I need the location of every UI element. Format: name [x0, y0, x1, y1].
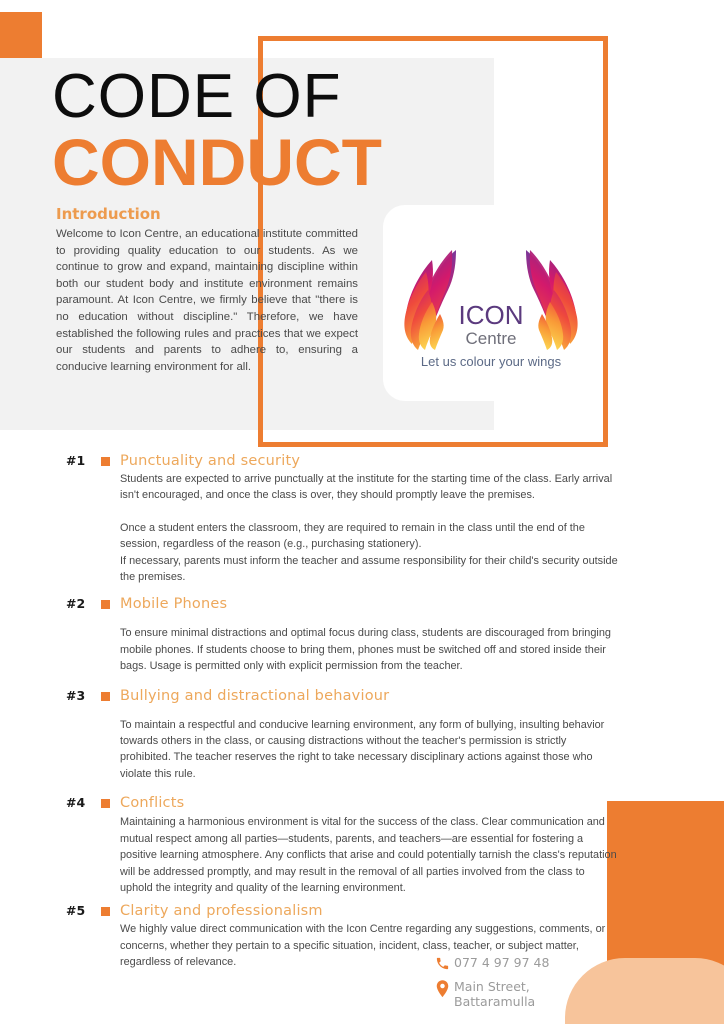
rule-body — [120, 625, 620, 674]
wings-logo-icon — [396, 240, 586, 352]
rules-list — [0, 452, 724, 975]
title-line-one: CODE OF — [52, 62, 342, 131]
rule-title: Punctuality and security — [120, 453, 301, 469]
contact-address-row — [430, 979, 660, 1009]
rule-paragraph: Maintaining a harmonious environment is vital for the success of the class. Clear communication and mutual respect among all parties—students, parents, and teachers—are essential for fostering a positive learning atmosphere. Any conflicts that arise and could potentially tarnish the class's reputation will be addressed promptly, and may result in the removal of all parties involved from the class to uphold the integrity and quality of the learning environment. — [120, 816, 617, 894]
rule-body — [120, 471, 620, 585]
rule-paragraph: Once a student enters the classroom, they are required to remain in the class until the end of the session, regardless of the reason (e.g., purchasing stationery). — [120, 521, 585, 551]
introduction-body: Welcome to Icon Centre, an educational institute committed to providing quality education to our students. As we continue to grow and expand, maintaining discipline within both our student body and institute environment remains paramount. At Icon Centre, we firmly believe that "there is no education without discipline." Therefore, we have established the following rules and practices that we expect our students and parents to adhere to, ensuring a conducive learning environment for all. — [56, 228, 358, 373]
rule-number: #1 — [66, 453, 86, 468]
phone-number[interactable]: 077 4 97 97 48 — [454, 955, 550, 970]
contact-info — [430, 955, 660, 1017]
rule-paragraph: Students are expected to arrive punctually at the institute for the starting time of the class. Early arrival isn't encouraged, and once the class is over, they should promptly leave the premises. — [120, 473, 613, 502]
rule-bullet-square — [101, 907, 110, 916]
title-line-two: CONDUCT — [52, 125, 382, 199]
address — [454, 979, 535, 1009]
introduction-heading: Introduction — [56, 205, 161, 223]
rule-item — [0, 595, 724, 674]
logo-name-top: ICON — [458, 300, 524, 330]
rule-paragraph: If necessary, parents must inform the teacher and assume responsibility for their child's security outside the premises. — [120, 554, 618, 584]
logo-name-bottom: Centre — [465, 329, 517, 348]
phone-icon — [430, 955, 454, 971]
rule-title: Bullying and distractional behaviour — [120, 687, 390, 704]
rule-number: #3 — [66, 687, 86, 703]
rule-number: #5 — [66, 903, 86, 919]
rule-title: Clarity and professionalism — [120, 903, 323, 920]
rule-paragraph: We highly value direct communication with the Icon Centre regarding any suggestions, comments, or concerns, whether they pertain to a specific situation, incident, class, teacher, or subject matter, regardless of relevance. — [120, 923, 606, 969]
rule-title: Conflicts — [120, 795, 185, 812]
rule-bullet-square — [101, 692, 110, 701]
decorative-square-top-left — [0, 12, 42, 59]
address-line-one: Main Street, — [454, 979, 530, 994]
introduction-section — [56, 205, 358, 375]
rule-number: #2 — [66, 596, 86, 612]
rule-body — [120, 717, 620, 783]
rule-item — [0, 794, 724, 896]
rule-paragraph: To ensure minimal distractions and optimal focus during class, students are discouraged from bringing mobile phones. If students choose to bring them, phones must be switched off and stored inside their bags. Usage is permitted only with explicit permission from the teacher. — [120, 627, 611, 673]
rule-bullet-square — [101, 799, 110, 808]
contact-phone-row — [430, 955, 660, 971]
rule-paragraph: To maintain a respectful and conducive learning environment, any form of bullying, insulting behavior towards others in the class, or causing distractions without the teacher's permission is strictly prohibited. The teacher reserves the right to take necessary disciplinary actions against those who violate this rule. — [120, 718, 605, 780]
rule-item — [0, 687, 724, 783]
logo-tagline: Let us colour your wings — [420, 354, 562, 369]
location-pin-icon — [430, 979, 454, 998]
rule-bullet-square — [101, 457, 110, 466]
rule-body — [120, 814, 620, 896]
rule-title: Mobile Phones — [120, 596, 228, 613]
rule-item — [0, 452, 724, 585]
icon-centre-logo — [396, 240, 586, 385]
page-title — [52, 62, 482, 199]
logo-graphic-wrap — [396, 240, 586, 352]
rule-bullet-square — [101, 600, 110, 609]
address-line-two: Battaramulla — [454, 994, 536, 1009]
rule-number: #4 — [66, 795, 86, 811]
